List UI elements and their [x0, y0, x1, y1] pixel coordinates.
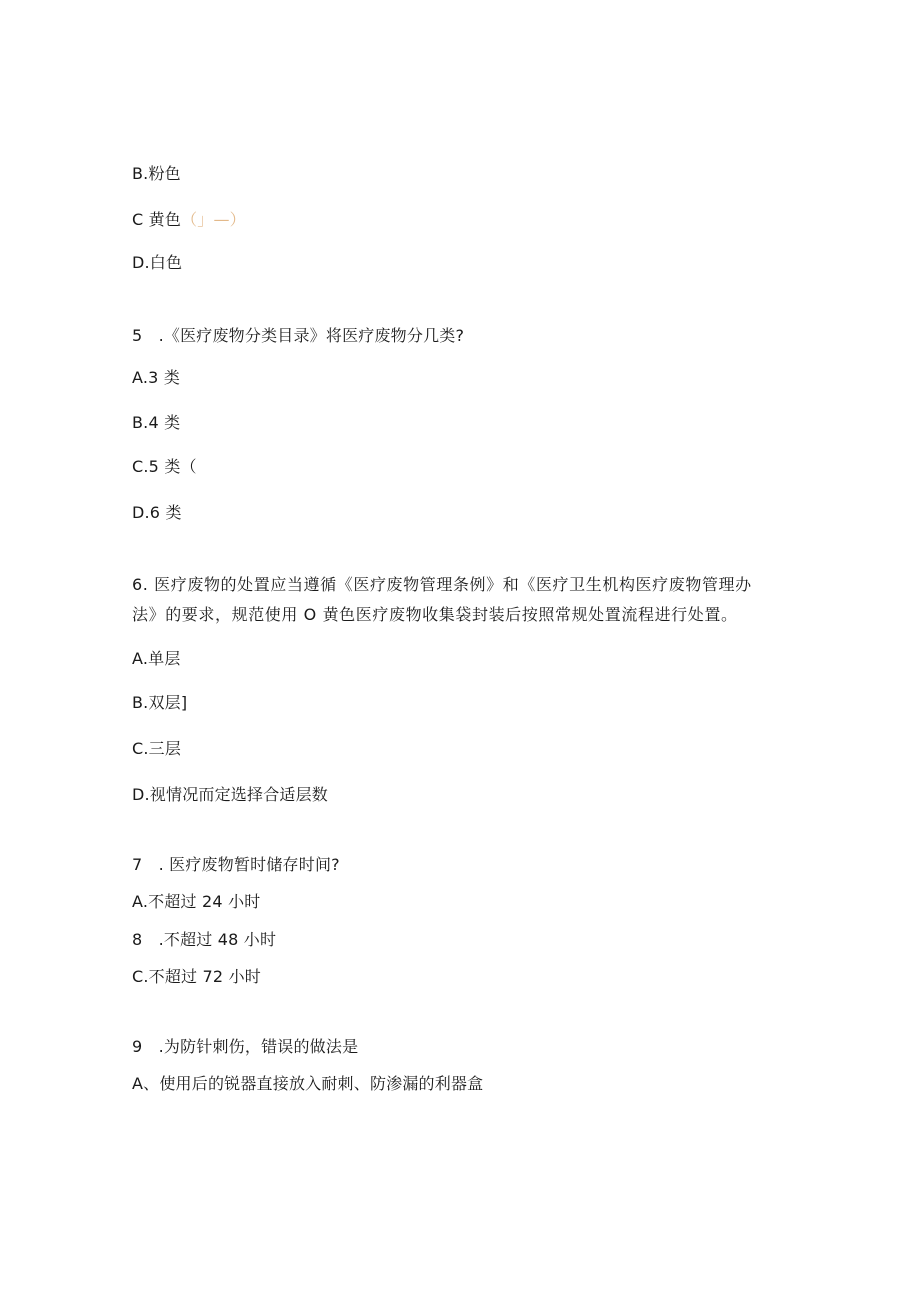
q6-option-b: B.双层]: [132, 693, 188, 712]
q6-title-line-2: 法》的要求，规范使用 O 黄色医疗废物收集袋封装后按照常规处置流程进行处置。: [132, 605, 738, 624]
q5-option-a: A.3 类: [132, 368, 181, 387]
q9-title: 9 .为防针刺伤，错误的做法是: [132, 1037, 359, 1056]
q7-option-c: C.不超过 72 小时: [132, 967, 261, 986]
q5-option-d: D.6 类: [132, 503, 182, 522]
q9-option-a: A、使用后的锐器直接放入耐刺、防渗漏的利器盒: [132, 1074, 484, 1093]
q6-option-a: A.单层: [132, 649, 181, 668]
q7-option-b: 8 .不超过 48 小时: [132, 930, 277, 949]
q4-option-c: [132, 210, 246, 230]
q6-option-d: D.视情况而定选择合适层数: [132, 785, 329, 804]
q4-option-c-mark: （」—）: [181, 210, 246, 229]
q4-option-d: D.白色: [132, 253, 183, 272]
q6-title-line-1: 6. 医疗废物的处置应当遵循《医疗废物管理条例》和《医疗卫生机构医疗废物管理办: [132, 575, 752, 594]
q4-option-b: B.粉色: [132, 164, 181, 183]
q7-title: 7 . 医疗废物暂时储存时间?: [132, 855, 340, 874]
q5-option-c: C.5 类（: [132, 457, 197, 476]
q5-option-b: B.4 类: [132, 413, 181, 432]
q6-option-c: C.三层: [132, 739, 182, 758]
q5-title: 5 .《医疗废物分类目录》将医疗废物分几类?: [132, 326, 465, 345]
q6-title: [132, 570, 782, 630]
q7-option-a: A.不超过 24 小时: [132, 892, 261, 911]
q4-option-c-text: C 黄色: [132, 210, 182, 229]
